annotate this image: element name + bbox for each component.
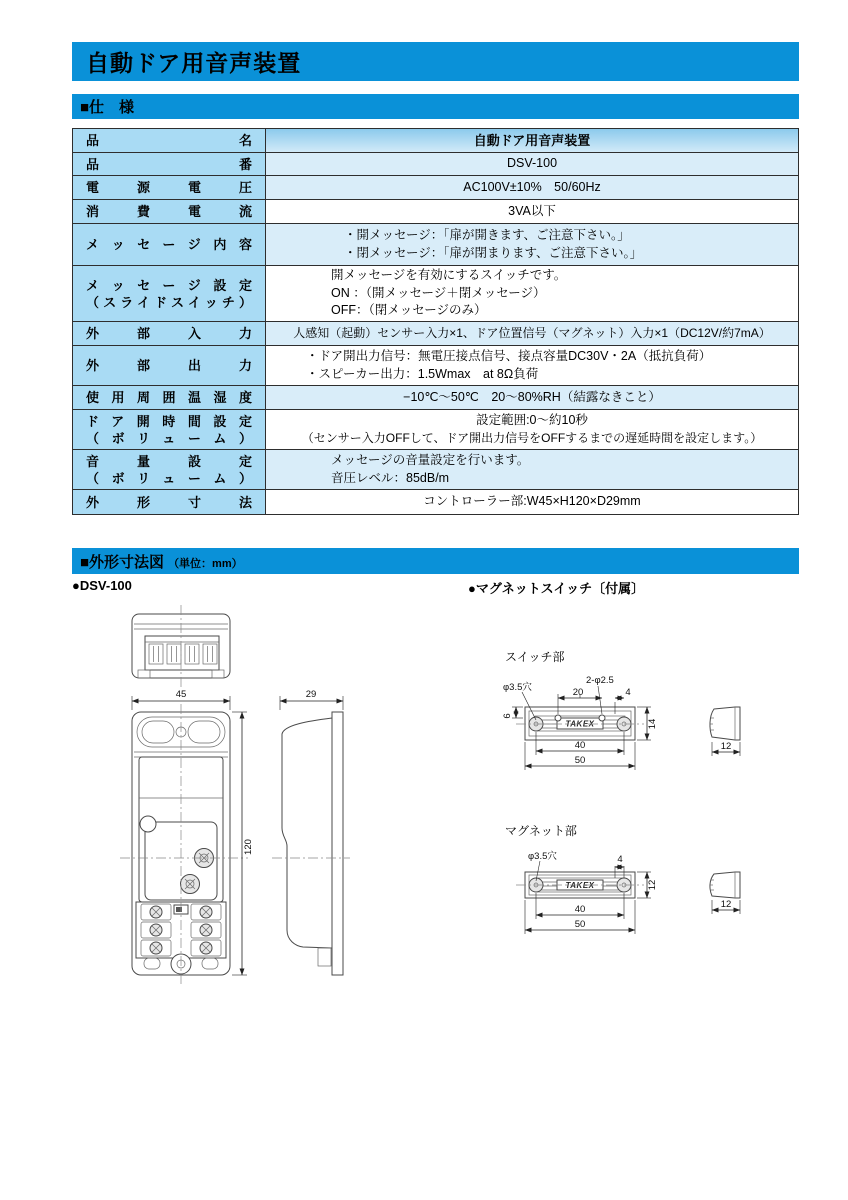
adjust-knob-2 (181, 875, 200, 894)
dim-label-hole: φ3.5穴 (528, 851, 557, 862)
spec-label (73, 224, 266, 265)
spec-label (73, 153, 266, 175)
spec-label-line: （ボリューム） (86, 430, 252, 446)
magnet-part-label: マグネット部 (505, 824, 577, 838)
spec-value (266, 490, 798, 514)
spec-value-line: コントローラー部:W45×H120×D29mm (423, 494, 641, 509)
dim-label-12side: 12 (720, 899, 732, 910)
magnet-switch-figure-label: ●マグネットスイッチ〔付属〕 (468, 581, 645, 596)
spec-section-bar (72, 94, 799, 119)
spec-table (72, 128, 799, 515)
spec-value-line: ・スピーカー出力：1.5Wmax at 8Ω負荷 (306, 366, 539, 381)
spec-value (266, 153, 798, 175)
magnet-front-view (516, 872, 644, 898)
dim-label-50: 50 (574, 755, 586, 766)
page-title-bar (72, 42, 799, 81)
switch-front-view (516, 707, 644, 740)
spec-value (266, 346, 798, 385)
dim-label-29: 29 (305, 689, 317, 700)
dim-label-2xhole: 2-φ2.5 (586, 675, 614, 686)
spec-value-line: 開メッセージを有効にするスイッチです。 (331, 268, 567, 283)
table-row (73, 265, 798, 321)
dims-section-heading: ■外形寸法図 (80, 553, 165, 571)
spec-value (266, 266, 798, 321)
spec-value-line: ・ドア開出力信号：無電圧接点信号、接点容量DC30V・2A（抵抗負荷） (306, 349, 712, 363)
spec-label-line: 消費電流 (86, 204, 252, 219)
terminal-cells (149, 644, 217, 664)
table-row (73, 223, 798, 265)
table-row (73, 409, 798, 449)
dim-label-4: 4 (625, 687, 631, 698)
table-row (73, 129, 798, 152)
spec-label-line: メッセージ設定 (86, 277, 252, 293)
table-row (73, 489, 798, 514)
dim-label-50: 50 (574, 919, 586, 930)
spec-label-line: （スライドスイッチ） (86, 294, 252, 310)
dim-label-45: 45 (175, 689, 187, 700)
spec-value-line: ・開メッセージ：「扉が開きます、ご注意下さい。」 (344, 228, 630, 242)
spec-label-line: 品名 (86, 133, 252, 148)
spec-label-line: 電源電圧 (86, 180, 252, 195)
table-row (73, 345, 798, 385)
dim-label-hole: φ3.5穴 (503, 682, 532, 693)
table-row (73, 385, 798, 409)
switch-small-hole-right (599, 715, 605, 721)
spec-label-line: ドア開時間設定 (86, 413, 252, 429)
spec-value-line: メッセージの音量設定を行います。 (331, 453, 530, 467)
dim-label-14: 14 (647, 718, 658, 730)
spec-label (73, 266, 266, 321)
table-row (73, 175, 798, 199)
spec-label (73, 200, 266, 223)
spec-label (73, 410, 266, 449)
spec-value-line: ON ：（開メッセージ＋閉メッセージ） (331, 285, 546, 300)
table-row (73, 321, 798, 345)
spec-value-line: 自動ドア用音声装置 (473, 132, 591, 148)
takex-logo: TAKEX (565, 881, 595, 890)
dim-label-40: 40 (574, 904, 586, 915)
dim-depth-29 (280, 689, 343, 710)
spec-value (266, 129, 798, 152)
spec-section-heading: ■仕 様 (80, 99, 135, 116)
spec-value (266, 200, 798, 223)
dim-label-12side: 12 (720, 741, 732, 752)
magnet-side-view (710, 872, 740, 914)
dsv100-drawing (100, 600, 360, 1020)
spec-label (73, 129, 266, 152)
spec-label-line: 外部入力 (86, 326, 252, 341)
dsv100-front-view (120, 704, 248, 986)
spec-value-line: AC100V±10% 50/60Hz (463, 179, 601, 194)
spec-label (73, 450, 266, 489)
spec-label (73, 176, 266, 199)
spec-value-line: ・閉メッセージ：「扉が閉まります、ご注意下さい。」 (344, 245, 643, 260)
dim-label-4: 4 (617, 854, 623, 865)
spec-label-line: （ボリューム） (86, 470, 252, 486)
dim-label-12: 12 (647, 879, 658, 891)
page-title: 自動ドア用音声装置 (86, 50, 302, 76)
spec-value-line: 3VA以下 (508, 203, 556, 218)
dim-height-120 (232, 712, 254, 975)
dsv100-figure-label: ●DSV-100 (72, 578, 132, 593)
spec-value-line: −10℃～50℃ 20～80%RH（結露なきこと） (403, 389, 661, 404)
table-row (73, 199, 798, 223)
dims-section-unit: （単位：mm） (168, 557, 243, 570)
spec-value (266, 176, 798, 199)
takex-logo: TAKEX (565, 719, 595, 729)
spec-value-line: 人感知（起動）センサー入力×1、ドア位置信号（マグネット）入力×1（DC12V/約7mA） (293, 325, 771, 340)
dsv100-side-view (272, 712, 350, 975)
dim-label-6: 6 (502, 713, 513, 719)
spec-value (266, 410, 798, 449)
switch-part-label: スイッチ部 (505, 650, 565, 664)
switch-side-view (710, 707, 740, 756)
spec-label-line: 品番 (86, 156, 252, 172)
switch-small-hole-left (555, 715, 561, 721)
spec-label-line: 外形寸法 (86, 494, 252, 510)
spec-label (73, 346, 266, 385)
led-hole (140, 816, 156, 832)
dim-label-40: 40 (574, 740, 586, 751)
spec-value (266, 322, 798, 345)
table-row (73, 449, 798, 489)
spec-label-line: 使用周囲温湿度 (86, 390, 252, 405)
spec-value-line: 設定範囲:0～約10秒 (476, 413, 588, 427)
spec-value-line: 音圧レベル：85dB/m (331, 470, 450, 485)
spec-label-line: 外部出力 (86, 358, 252, 373)
spec-value (266, 450, 798, 489)
spec-value-line: （センサー入力OFFして、ドア開出力信号をOFFするまでの遅延時間を設定します。） (301, 430, 763, 445)
spec-label (73, 386, 266, 409)
table-row (73, 152, 798, 175)
magnet-switch-drawing (470, 640, 810, 960)
dim-label-120: 120 (243, 839, 254, 855)
dims-section-bar (72, 548, 799, 574)
spec-value-line: DSV-100 (506, 156, 558, 171)
spec-value-line: OFF：（閉メッセージのみ） (331, 303, 487, 318)
dim-label-20: 20 (572, 687, 584, 698)
spec-label-line: メッセージ内容 (86, 237, 252, 252)
spec-label (73, 322, 266, 345)
spec-value (266, 386, 798, 409)
spec-label (73, 490, 266, 514)
spec-label-line: 音量設定 (86, 453, 252, 469)
dsv100-top-view (132, 605, 230, 690)
spec-value (266, 224, 798, 265)
